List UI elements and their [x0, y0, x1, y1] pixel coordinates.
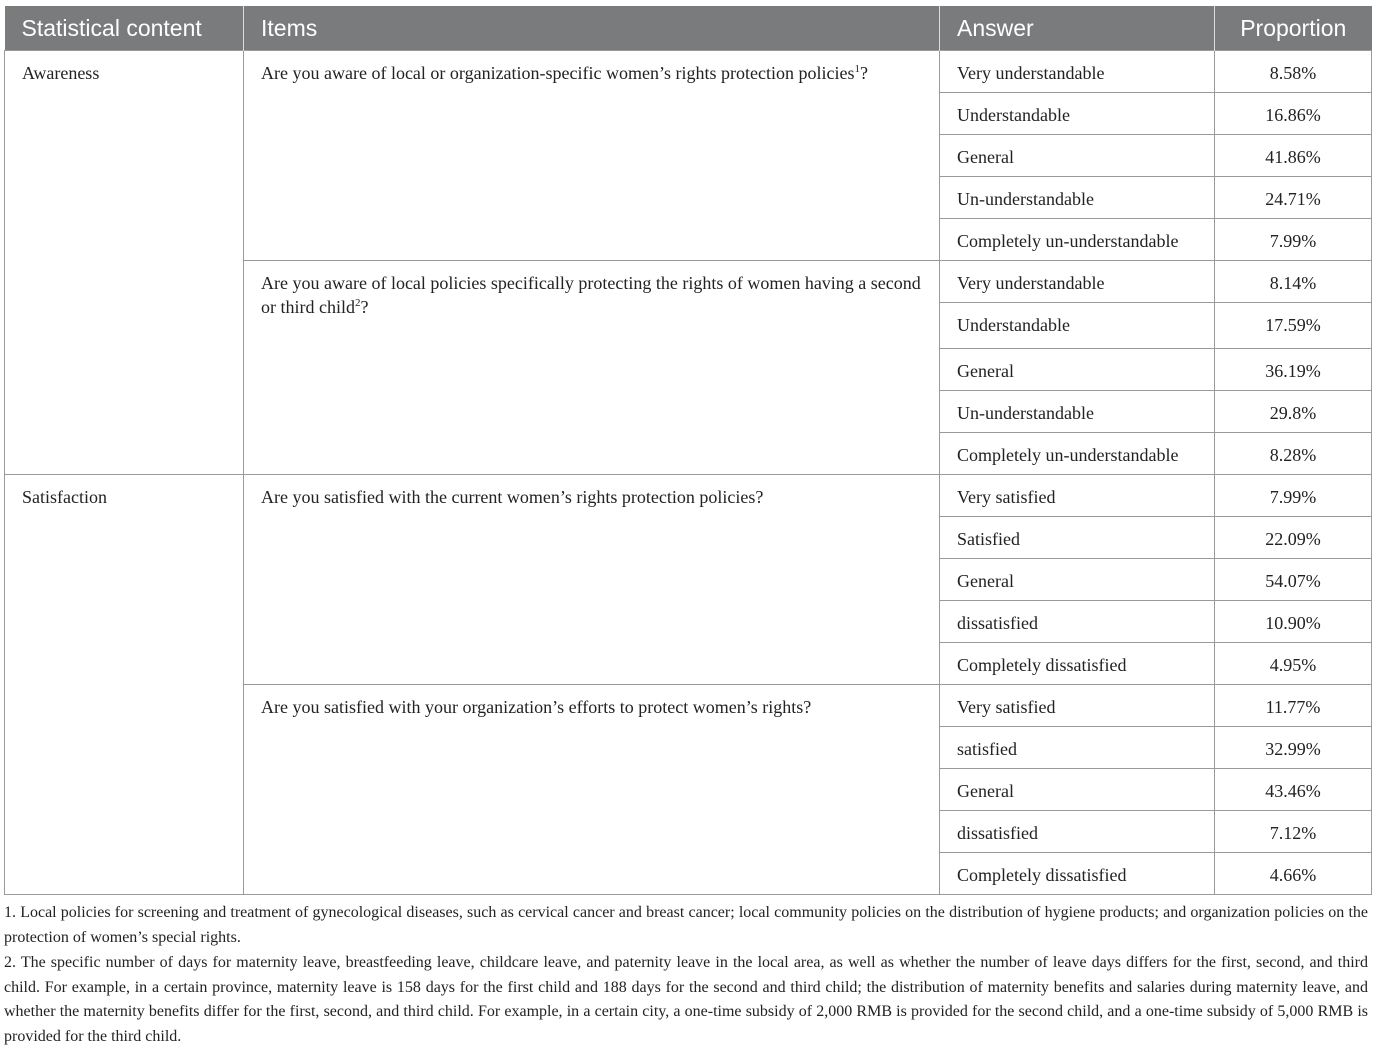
table-row: [5, 51, 1372, 93]
question-suffix: ?: [360, 297, 369, 317]
footnote-1: 1. Local policies for screening and treatment of gynecological diseases, such as cervical cancer and breast cancer; local community policies on the distribution of hygiene products; and organization policies on the protection of women’s special rights.: [4, 904, 1368, 946]
answer-cell: General: [940, 349, 1215, 391]
proportion-cell: 41.86%: [1215, 135, 1372, 177]
answer-cell: General: [940, 769, 1215, 811]
question-text: Are you aware of local policies specifically protecting the rights of women having a second or third child: [261, 273, 921, 317]
answer-cell: satisfied: [940, 727, 1215, 769]
proportion-cell: 7.12%: [1215, 811, 1372, 853]
answer-cell: Understandable: [940, 93, 1215, 135]
proportion-cell: 22.09%: [1215, 517, 1372, 559]
answer-cell: Very understandable: [940, 51, 1215, 93]
table-header-row: [5, 6, 1372, 51]
question-text: Are you satisfied with your organization’s efforts to protect women’s rights?: [261, 697, 812, 717]
question-suffix: ?: [859, 63, 868, 83]
footnote-2: 2. The specific number of days for maternity leave, breastfeeding leave, childcare leave, and paternity leave in the local area, as well as whether the number of leave days differs for the first, second, and third child. For example, in a certain province, maternity leave is 158 days for the first child and 188 days for the second and third child; the distribution of maternity benefits and salaries during maternity leave, and whether the maternity benefits differ for the first, second, and third child. For example, in a certain city, a one-time subsidy of 2,000 RMB is provided for the second child, and a one-time subsidy of 5,000 RMB is provided for the third child.: [4, 954, 1368, 1045]
header-answer: Answer: [940, 6, 1215, 51]
question-cell: [244, 261, 940, 475]
answer-cell: Un-understandable: [940, 177, 1215, 219]
answer-cell: Very understandable: [940, 261, 1215, 303]
proportion-cell: 7.99%: [1215, 219, 1372, 261]
category-cell: Awareness: [5, 51, 244, 475]
proportion-cell: 16.86%: [1215, 93, 1372, 135]
proportion-cell: 32.99%: [1215, 727, 1372, 769]
answer-cell: Un-understandable: [940, 391, 1215, 433]
table-body: [5, 51, 1372, 895]
table-container: [4, 6, 1371, 895]
survey-table: [4, 6, 1372, 895]
proportion-cell: 17.59%: [1215, 303, 1372, 349]
proportion-cell: 7.99%: [1215, 475, 1372, 517]
proportion-cell: 29.8%: [1215, 391, 1372, 433]
answer-cell: Completely dissatisfied: [940, 643, 1215, 685]
footnote-ref: 2: [354, 297, 361, 309]
proportion-cell: 54.07%: [1215, 559, 1372, 601]
answer-cell: General: [940, 559, 1215, 601]
answer-cell: Understandable: [940, 303, 1215, 349]
proportion-cell: 8.28%: [1215, 433, 1372, 475]
answer-cell: General: [940, 135, 1215, 177]
proportion-cell: 24.71%: [1215, 177, 1372, 219]
header-items: Items: [244, 6, 940, 51]
footnote-ref: 1: [854, 63, 860, 75]
answer-cell: dissatisfied: [940, 601, 1215, 643]
proportion-cell: 4.66%: [1215, 853, 1372, 895]
question-cell: [244, 51, 940, 261]
question-cell: [244, 685, 940, 895]
question-text: Are you satisfied with the current women’s rights protection policies?: [261, 487, 764, 507]
table-row: [5, 475, 1372, 517]
footnotes: [4, 901, 1368, 1049]
proportion-cell: 8.14%: [1215, 261, 1372, 303]
proportion-cell: 11.77%: [1215, 685, 1372, 727]
answer-cell: Completely dissatisfied: [940, 853, 1215, 895]
answer-cell: Completely un-understandable: [940, 433, 1215, 475]
proportion-cell: 43.46%: [1215, 769, 1372, 811]
proportion-cell: 36.19%: [1215, 349, 1372, 391]
proportion-cell: 4.95%: [1215, 643, 1372, 685]
answer-cell: Completely un-understandable: [940, 219, 1215, 261]
question-cell: [244, 475, 940, 685]
answer-cell: Very satisfied: [940, 685, 1215, 727]
answer-cell: Satisfied: [940, 517, 1215, 559]
answer-cell: Very satisfied: [940, 475, 1215, 517]
header-proportion: Proportion: [1215, 6, 1372, 51]
header-statistical-content: Statistical content: [5, 6, 244, 51]
question-text: Are you aware of local or organization-specific women’s rights protection policies: [261, 63, 855, 83]
answer-cell: dissatisfied: [940, 811, 1215, 853]
proportion-cell: 8.58%: [1215, 51, 1372, 93]
proportion-cell: 10.90%: [1215, 601, 1372, 643]
category-cell: Satisfaction: [5, 475, 244, 895]
